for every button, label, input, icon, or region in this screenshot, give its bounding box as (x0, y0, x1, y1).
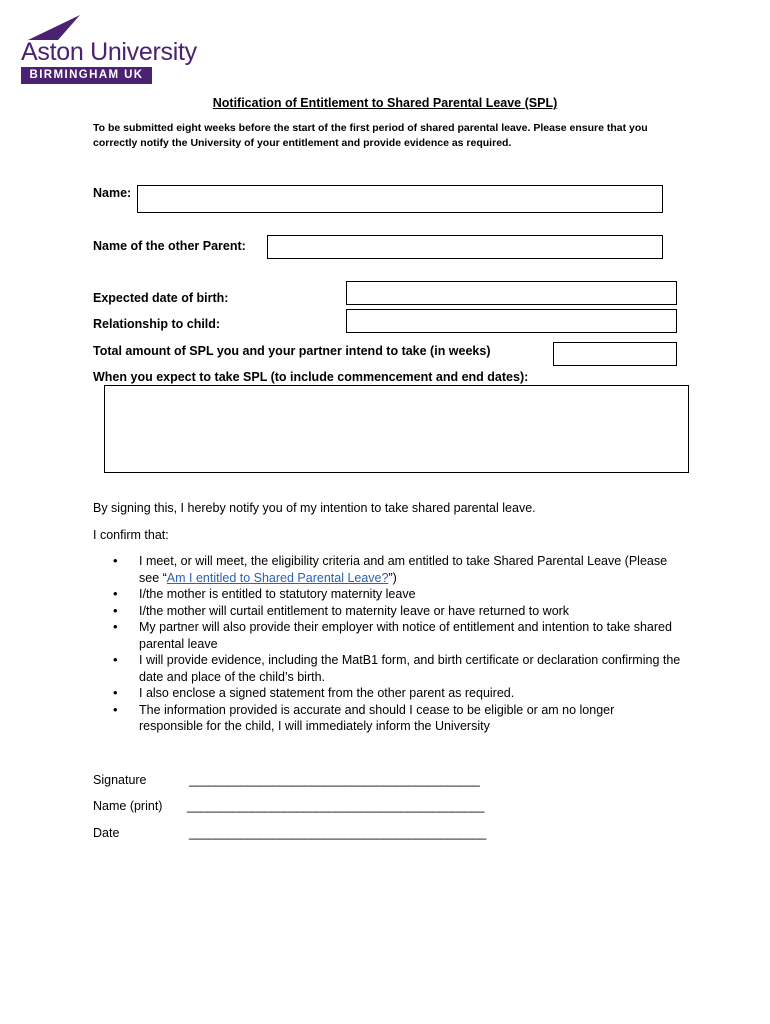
list-item: • The information provided is accurate and should I cease to be eligible or am no longer responsible for the child, I will immediately inform the University (111, 702, 681, 735)
total-spl-field[interactable] (553, 342, 677, 366)
name-field[interactable] (137, 185, 663, 213)
name-label: Name: (93, 186, 132, 200)
page-title: Notification of Entitlement to Shared Parental Leave (SPL) (212, 96, 558, 110)
intro-text: To be submitted eight weeks before the start of the first period of shared parental leave. Please ensure that you correctly notify the University of your entitlement and provide evidence as required. (93, 122, 648, 149)
signature-label: Signature (93, 773, 147, 787)
list-item: • I meet, or will meet, the eligibility criteria and am entitled to take Shared Parental Leave (Please see “Am I entitled to Shared Parental Leave?”) (111, 553, 681, 586)
confirmation-list (111, 553, 681, 735)
date-label: Date (93, 826, 120, 840)
list-item: • My partner will also provide their employer with notice of entitlement and intention to take shared parental leave (111, 619, 681, 652)
confirm-intro: I confirm that: (93, 528, 169, 542)
logo-subline: BIRMINGHAM UK (21, 67, 152, 84)
list-item: • I also enclose a signed statement from the other parent as required. (111, 685, 681, 702)
list-item: • I will provide evidence, including the MatB1 form, and birth certificate or declaration confirming the date and place of the child’s birth. (111, 652, 681, 685)
list-item: • I/the mother will curtail entitlement to maternity leave or have returned to work (111, 603, 681, 620)
relationship-label: Relationship to child: (93, 317, 221, 331)
expected-dob-field[interactable] (346, 281, 677, 305)
logo-triangle-icon (28, 15, 82, 40)
signature-line[interactable]: _____________________________________________ (189, 773, 480, 787)
logo-name: Aston University (21, 38, 197, 66)
date-line[interactable]: ______________________________________________ (189, 826, 486, 840)
other-parent-label: Name of the other Parent: (93, 239, 246, 253)
other-parent-field[interactable] (267, 235, 663, 259)
when-spl-label: When you expect to take SPL (to include commencement and end dates): (93, 370, 529, 384)
list-item: • I/the mother is entitled to statutory maternity leave (111, 586, 681, 603)
name-print-label: Name (print) (93, 799, 163, 813)
name-print-line[interactable]: ______________________________________________ (187, 799, 484, 813)
entitlement-link[interactable]: Am I entitled to Shared Parental Leave? (166, 570, 389, 585)
total-spl-label: Total amount of SPL you and your partner intend to take (in weeks) (93, 344, 491, 358)
expected-dob-label: Expected date of birth: (93, 291, 229, 305)
declaration-text: By signing this, I hereby notify you of my intention to take shared parental leave. (93, 501, 536, 515)
relationship-field[interactable] (346, 309, 677, 333)
when-spl-field[interactable] (104, 385, 689, 473)
